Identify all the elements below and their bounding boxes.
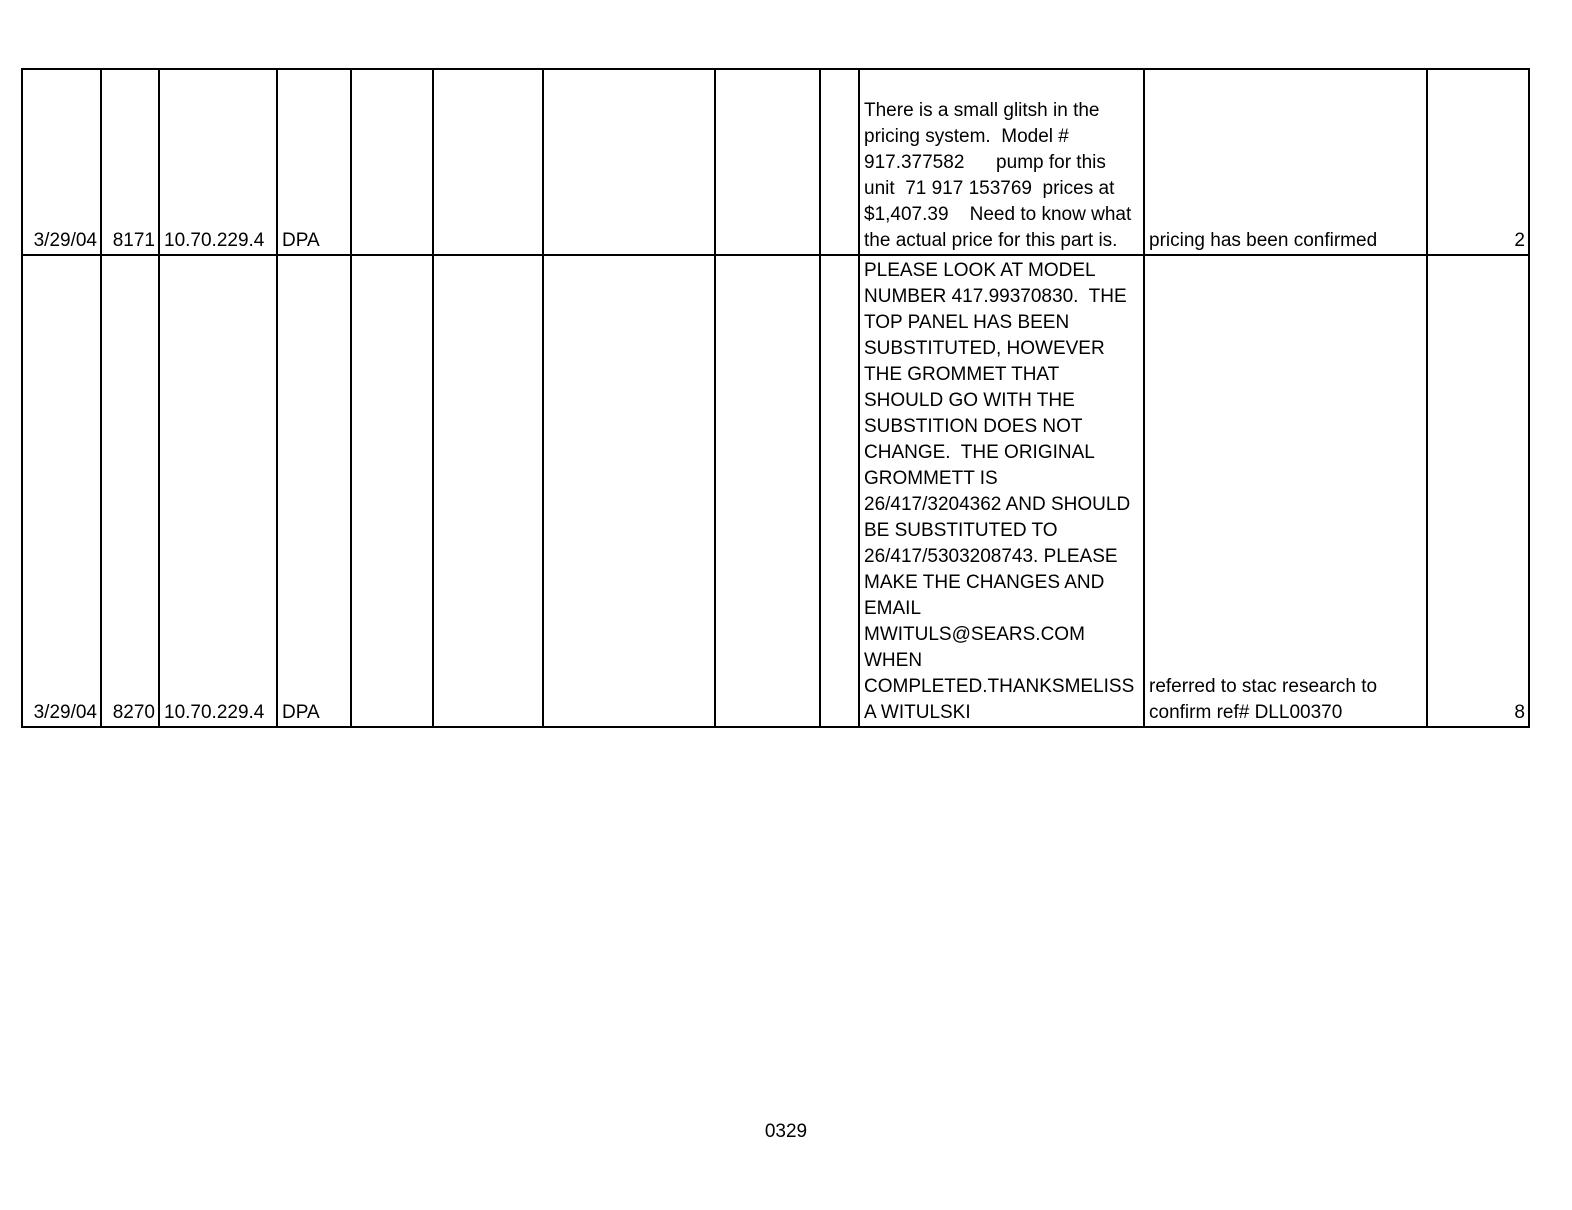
resolution-cell: pricing has been confirmed xyxy=(1144,69,1427,255)
comment-cell: PLEASE LOOK AT MODEL NUMBER 417.99370830. THE TOP PANEL HAS BEEN SUBSTITUTED, HOWEVER THE GROMMET THAT SHOULD GO WITH THE SUBSTITION DOES NOT CHANGE. THE ORIGINAL GROMMETT IS 26/417/3204362 AND SHOULD BE SUBSTITUTED TO 26/417/5303208743. PLEASE MAKE THE CHANGES AND EMAIL MWITULS@SEARS.COM WHEN COMPLETED.THANKSMELISSA WITULSKI xyxy=(859,255,1144,727)
ip-cell: 10.70.229.4 xyxy=(159,69,277,255)
page-number: 0329 xyxy=(764,1121,808,1142)
empty-cell xyxy=(820,255,859,727)
empty-cell xyxy=(433,69,543,255)
date-cell: 3/29/04 xyxy=(22,255,101,727)
ip-cell: 10.70.229.4 xyxy=(159,255,277,727)
comment-cell: There is a small glitsh in the pricing system. Model # 917.377582 pump for this unit 71 917 153769 prices at $1,407.39 Need to know what the actual price for this part is. xyxy=(859,69,1144,255)
table-row xyxy=(22,255,1529,727)
empty-cell xyxy=(820,69,859,255)
id-cell: 8270 xyxy=(101,255,159,727)
count-cell: 8 xyxy=(1427,255,1529,727)
dept-cell: DPA xyxy=(277,255,351,727)
dept-cell: DPA xyxy=(277,69,351,255)
log-table xyxy=(21,68,1530,728)
empty-cell xyxy=(715,255,820,727)
date-cell: 3/29/04 xyxy=(22,69,101,255)
table-row xyxy=(22,69,1529,255)
count-cell: 2 xyxy=(1427,69,1529,255)
empty-cell xyxy=(351,255,433,727)
empty-cell xyxy=(715,69,820,255)
empty-cell xyxy=(543,255,715,727)
resolution-cell: referred to stac research to confirm ref# DLL00370 xyxy=(1144,255,1427,727)
id-cell: 8171 xyxy=(101,69,159,255)
empty-cell xyxy=(543,69,715,255)
empty-cell xyxy=(351,69,433,255)
empty-cell xyxy=(433,255,543,727)
